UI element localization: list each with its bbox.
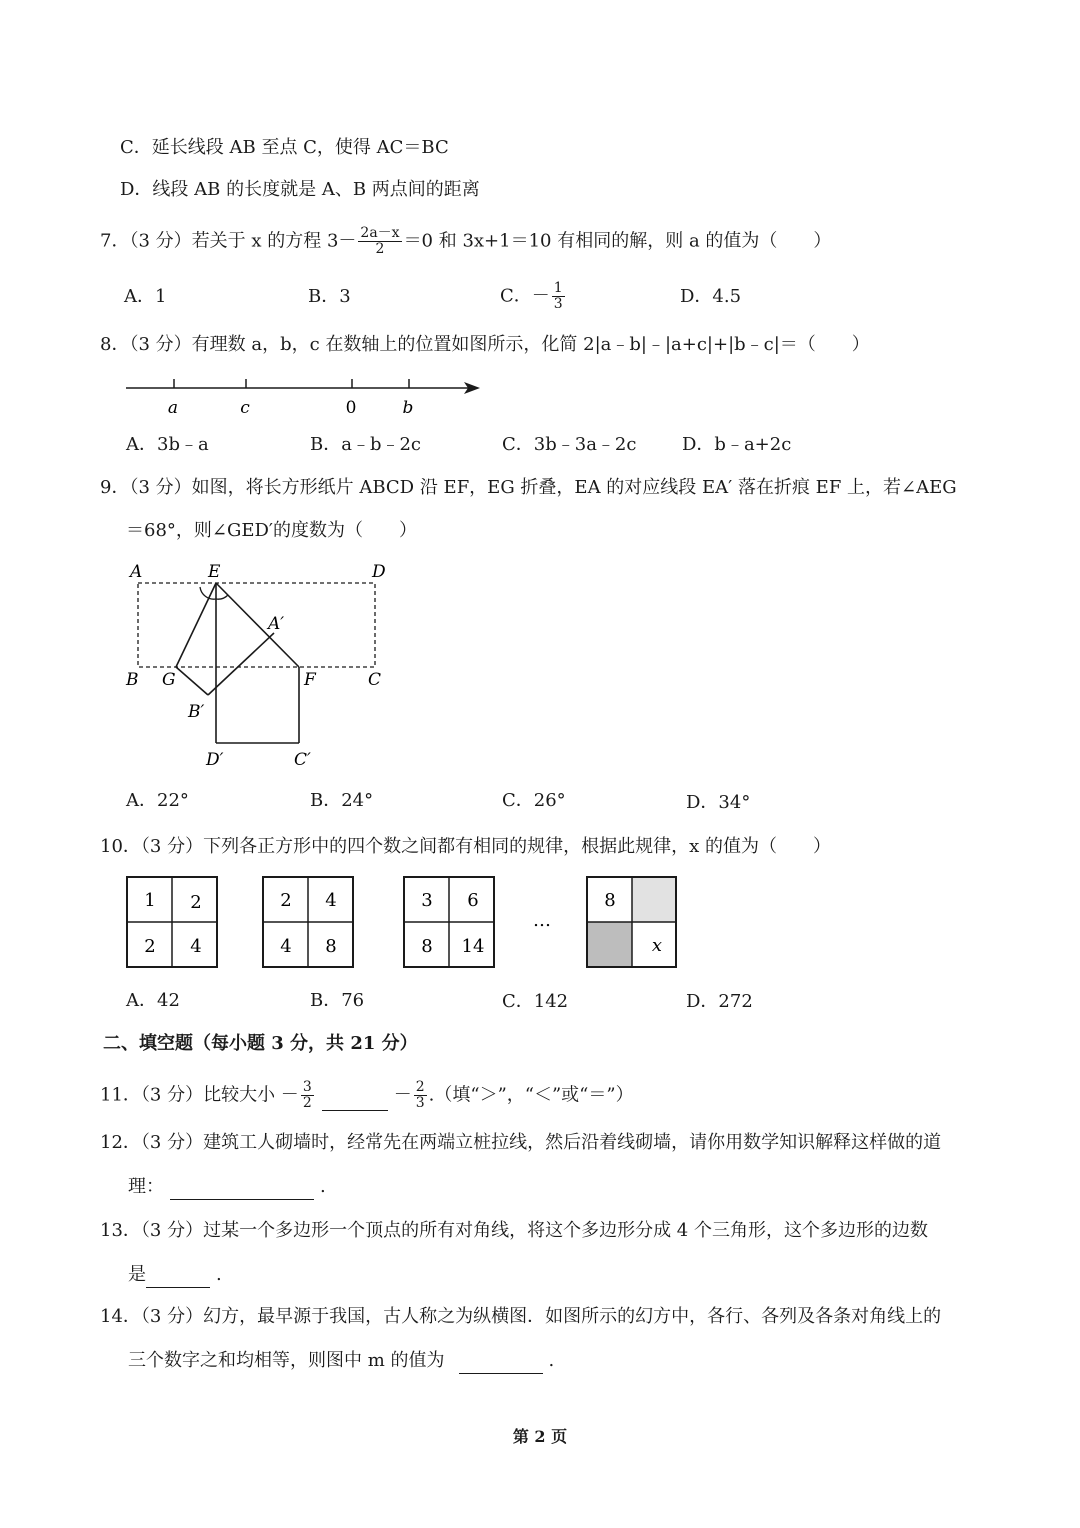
q11-stem [100, 1080, 634, 1111]
q12-line2-tail: . [320, 1176, 326, 1197]
q11-frac-2 [414, 1080, 427, 1111]
q7-option-c-num: 1 [553, 280, 563, 296]
q10-stem: 10．（3 分）下列各正方形中的四个数之间都有相同的规律，根据此规律，x 的值为（ ） [100, 836, 831, 857]
q10-squares [126, 874, 686, 974]
label-G: G [162, 670, 176, 690]
sq1-tr: 2 [190, 892, 202, 913]
ellipsis: … [533, 910, 551, 931]
axis-label-a: a [167, 398, 179, 418]
q8-option-a: A．3b﹣a [126, 434, 209, 455]
q7-option-a: A．1 [124, 286, 167, 307]
q8-option-d: D．b﹣a+2c [682, 434, 792, 455]
q12-line1: 12．（3 分）建筑工人砌墙时，经常先在两端立桩拉线，然后沿着线砌墙，请你用数学知识解释这样做的道 [100, 1132, 942, 1153]
q10-option-c: C．142 [502, 991, 569, 1012]
q11-frac-2-num: 2 [415, 1079, 425, 1095]
q11-mid: － [393, 1084, 412, 1106]
q14-line1: 14．（3 分）幻方，最早源于我国，古人称之为纵横图．如图所示的幻方中，各行、各列及各条对角线上的 [100, 1306, 942, 1327]
sq2-tl: 2 [280, 890, 292, 911]
q9-option-b: B．24° [310, 790, 374, 811]
sq1-br: 4 [190, 936, 202, 957]
section-2-heading: 二、填空题（每小题 3 分，共 21 分） [103, 1033, 418, 1054]
page-number: 第 2 页 [512, 1427, 568, 1446]
q10-option-b: B．76 [310, 990, 365, 1011]
q11-tail: .（填“＞”，“＜”或“＝”） [428, 1084, 634, 1106]
q13-line2-tail: . [216, 1264, 222, 1285]
label-D: D [372, 562, 386, 582]
sq-last-tl: 8 [604, 890, 616, 911]
q7-option-c-fraction [552, 281, 565, 312]
q14-line2-tail: . [548, 1350, 555, 1371]
q11-frac-1 [301, 1080, 314, 1111]
q14-line2-head: 三个数字之和均相等，则图中 m 的值为 [128, 1350, 445, 1371]
label-A: A [130, 562, 143, 582]
sq3-bl: 8 [421, 936, 433, 957]
q7-fraction [358, 226, 401, 257]
sq2-br: 8 [325, 936, 337, 957]
q11-answer-blank[interactable] [322, 1092, 388, 1111]
q13-answer-blank[interactable] [146, 1269, 210, 1288]
q12-answer-blank[interactable] [170, 1181, 314, 1200]
label-B: B [126, 670, 139, 690]
label-C: C [368, 670, 382, 690]
q14-line2 [128, 1348, 554, 1374]
q9-option-a: A．22° [126, 790, 189, 811]
square-last [587, 877, 676, 967]
square-2 [263, 877, 353, 967]
q11-frac-1-den: 2 [302, 1095, 312, 1111]
q6-option-d: D．线段 AB 的长度就是 A、B 两点间的距离 [120, 179, 480, 200]
axis-label-zero: 0 [345, 398, 357, 418]
q6-option-c: C．延长线段 AB 至点 C，使得 AC＝BC [120, 137, 449, 158]
q14-answer-blank[interactable] [459, 1355, 543, 1374]
sq3-br: 14 [461, 936, 485, 957]
label-C-prime: C′ [294, 750, 311, 770]
q8-option-c: C．3b﹣3a﹣2c [502, 434, 637, 455]
sq1-tl: 1 [144, 890, 156, 911]
axis-label-b: b [402, 398, 414, 418]
square-1 [127, 877, 217, 967]
square-3 [404, 877, 494, 967]
label-B-prime: B′ [188, 702, 205, 722]
axis-label-c: c [240, 398, 250, 418]
q10-option-d: D．272 [686, 991, 753, 1012]
q8-number-line [120, 370, 490, 420]
label-E: E [208, 562, 221, 582]
q9-option-c: C．26° [502, 790, 566, 811]
q7-frac-den: 2 [375, 241, 385, 257]
q11-frac-1-num: 3 [302, 1079, 312, 1095]
q7-option-c [500, 281, 567, 312]
label-F: F [304, 670, 316, 690]
q8-option-b: B．a﹣b﹣2c [310, 434, 422, 455]
label-D-prime: D′ [206, 750, 224, 770]
q12-line2 [128, 1174, 326, 1200]
label-A-prime: A′ [268, 614, 285, 634]
q13-line2 [128, 1262, 222, 1288]
q13-line1: 13．（3 分）过某一个多边形一个顶点的所有对角线，将这个多边形分成 4 个三角形，这个多边形的边数 [100, 1220, 928, 1241]
q11-frac-2-den: 3 [415, 1095, 425, 1111]
q10-option-a: A．42 [126, 990, 180, 1011]
q9-option-d: D．34° [686, 792, 751, 813]
sq3-tr: 6 [467, 890, 479, 911]
sq1-bl: 2 [144, 936, 156, 957]
sq2-tr: 4 [325, 890, 337, 911]
q7-stem [100, 226, 831, 257]
q11-head: 11．（3 分）比较大小 － [100, 1084, 299, 1106]
q7-option-c-den: 3 [553, 296, 563, 312]
q7-frac-num: 2a－x [360, 225, 400, 241]
sq2-bl: 4 [280, 936, 292, 957]
q9-stem-line1: 9．（3 分）如图，将长方形纸片 ABCD 沿 EF，EG 折叠，EA 的对应线段 EA′ 落在折痕 EF 上，若∠AEG [100, 477, 957, 498]
q7-stem-tail: ＝0 和 3x+1＝10 有相同的解，则 a 的值为（ ） [403, 230, 832, 252]
q7-option-b: B．3 [308, 286, 351, 307]
q8-stem: 8．（3 分）有理数 a，b，c 在数轴上的位置如图所示，化简 2|a﹣b|﹣|a+c|+|b﹣c|＝（ ） [100, 334, 870, 355]
q7-stem-head: 7．（3 分）若关于 x 的方程 3－ [100, 230, 357, 252]
q7-option-c-prefix: C．－ [500, 285, 550, 307]
sq-last-br: x [651, 935, 663, 956]
q9-folding-figure [120, 555, 410, 775]
q9-stem-line2: ＝68°，则∠GED′的度数为（ ） [126, 520, 418, 541]
q7-option-d: D．4.5 [680, 286, 742, 307]
sq3-tl: 3 [421, 890, 433, 911]
q12-line2-head: 理： [128, 1176, 164, 1197]
q13-line2-head: 是 [128, 1264, 146, 1285]
